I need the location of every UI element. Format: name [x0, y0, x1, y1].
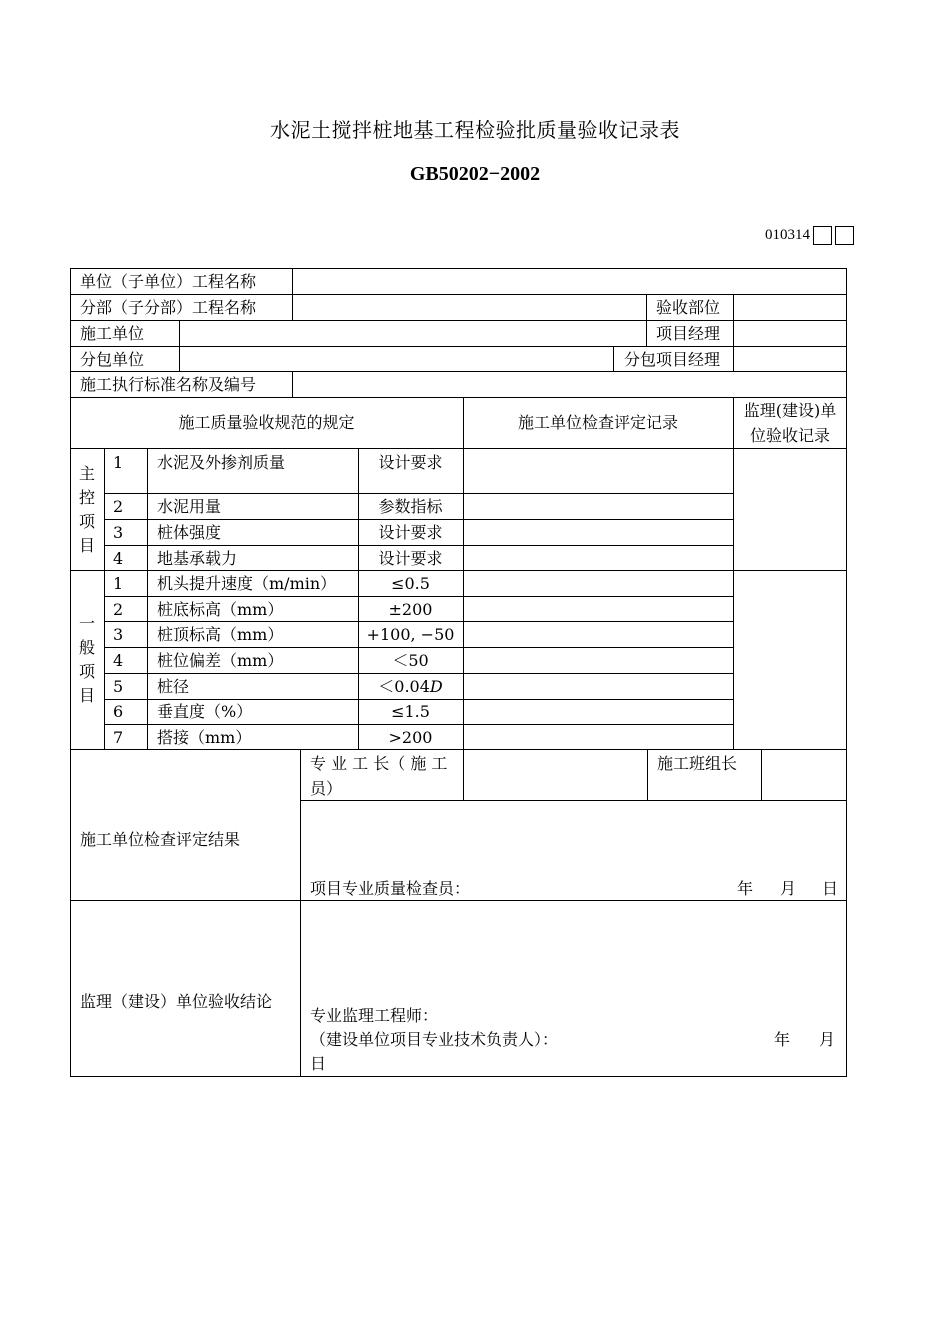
form-number-text: 010314	[765, 227, 810, 243]
form-number-box-2[interactable]	[835, 226, 854, 245]
engineer-label: 专业监理工程师：	[310, 1006, 439, 1025]
result-label: 施工单位检查评定结果	[80, 830, 241, 849]
general-label-char: 项	[78, 662, 95, 681]
general-item-requirement: ≤1.5	[391, 702, 430, 721]
foreman-field[interactable]	[464, 750, 647, 800]
subcontract-manager-field[interactable]	[734, 347, 846, 371]
foreman-label-line1: 专 业 工 长（ 施 工	[310, 754, 448, 773]
main-item-requirement: 设计要求	[378, 523, 443, 542]
general-item-no: 1	[113, 574, 124, 593]
general-item-name: 桩径	[157, 677, 190, 696]
main-item-name: 桩体强度	[157, 523, 222, 542]
main-item-requirement: 参数指标	[378, 497, 443, 516]
conclusion-label: 监理（建设）单位验收结论	[80, 992, 273, 1011]
main-control-label	[70, 462, 104, 558]
general-item-name: 桩位偏差（mm）	[157, 651, 284, 670]
general-item-no: 6	[113, 702, 124, 721]
main-item-name: 水泥及外掺剂质量	[157, 453, 286, 472]
form-title: 水泥土搅拌桩地基工程检验批质量验收记录表	[270, 118, 680, 142]
general-item-name: 搭接（mm）	[157, 728, 252, 747]
project-manager-field[interactable]	[734, 321, 846, 346]
general-label	[70, 612, 104, 708]
acceptance-part-label: 验收部位	[656, 298, 721, 317]
supervision-header-line1: 监理(建设)单	[743, 401, 837, 420]
main-item-name: 地基承载力	[157, 549, 238, 568]
requirement-prefix: ＜0.04	[378, 677, 430, 696]
owner-label: （建设单位项目专业技术负责人）：	[310, 1030, 559, 1049]
subcontract-unit-field[interactable]	[180, 347, 613, 371]
conclusion-date-year: 年	[774, 1030, 791, 1049]
general-item-no: 2	[113, 600, 124, 619]
conclusion-date-month: 月	[819, 1030, 836, 1049]
general-item-requirement: ±200	[388, 600, 433, 619]
requirement-italic: D	[429, 677, 443, 696]
general-item-requirement	[358, 674, 463, 699]
spec-header: 施工质量验收规范的规定	[178, 413, 355, 432]
main-item-name: 水泥用量	[157, 497, 222, 516]
general-item-no: 4	[113, 651, 124, 670]
main-control-label-char: 目	[78, 536, 95, 555]
standard-label: 施工执行标准名称及编号	[80, 375, 257, 394]
sub-project-name-field[interactable]	[293, 295, 646, 320]
result-date-month: 月	[780, 879, 797, 898]
construction-unit-label: 施工单位	[80, 324, 145, 343]
main-control-label-char: 主	[78, 464, 95, 483]
unit-project-name-field[interactable]	[293, 269, 846, 294]
general-label-char: 目	[78, 686, 95, 705]
construction-unit-field[interactable]	[180, 321, 646, 346]
check-record-header: 施工单位检查评定记录	[517, 413, 678, 432]
main-item-requirement: 设计要求	[378, 549, 443, 568]
subcontract-manager-label: 分包项目经理	[624, 350, 721, 369]
general-item-no: 3	[113, 625, 124, 644]
general-item-name: 机头提升速度（m/min）	[157, 574, 337, 593]
general-item-requirement: ≤0.5	[391, 574, 430, 593]
general-item-requirement: ＜50	[392, 651, 429, 670]
general-item-requirement: >200	[388, 728, 433, 747]
team-leader-field[interactable]	[762, 750, 846, 800]
conclusion-date-day: 日	[310, 1054, 327, 1073]
main-item-no: 3	[113, 523, 124, 542]
main-control-label-char: 控	[78, 488, 95, 507]
general-item-name: 桩顶标高（mm）	[157, 625, 284, 644]
inspector-label: 项目专业质量检查员：	[310, 879, 471, 898]
foreman-label-line2: 员）	[310, 779, 343, 798]
main-item-no: 2	[113, 497, 124, 516]
subcontract-unit-label: 分包单位	[80, 350, 145, 369]
general-label-char: 般	[78, 638, 95, 657]
general-item-name: 桩底标高（mm）	[157, 600, 284, 619]
unit-project-name-label: 单位（子单位）工程名称	[80, 272, 257, 291]
form-number-box-1[interactable]	[813, 226, 832, 245]
standard-code: GB50202−2002	[409, 163, 541, 185]
general-item-requirement: +100, −50	[366, 625, 455, 644]
general-label-char: 一	[78, 614, 95, 633]
main-item-no: 4	[113, 549, 124, 568]
general-item-no: 5	[113, 677, 124, 696]
team-leader-label: 施工班组长	[657, 754, 738, 773]
general-item-name: 垂直度（%）	[157, 702, 253, 721]
sub-project-name-label: 分部（子分部）工程名称	[80, 298, 257, 317]
general-item-no: 7	[113, 728, 124, 747]
main-item-requirement: 设计要求	[378, 453, 443, 472]
standard-field[interactable]	[293, 372, 846, 397]
main-item-no: 1	[113, 453, 124, 472]
result-date-day: 日	[822, 879, 839, 898]
main-control-label-char: 项	[78, 512, 95, 531]
inspection-record-table	[70, 268, 847, 1077]
acceptance-part-field[interactable]	[734, 295, 846, 320]
supervision-header-line2: 位验收记录	[749, 426, 830, 445]
form-number	[765, 226, 854, 245]
result-date-year: 年	[737, 879, 754, 898]
project-manager-label: 项目经理	[656, 324, 721, 343]
